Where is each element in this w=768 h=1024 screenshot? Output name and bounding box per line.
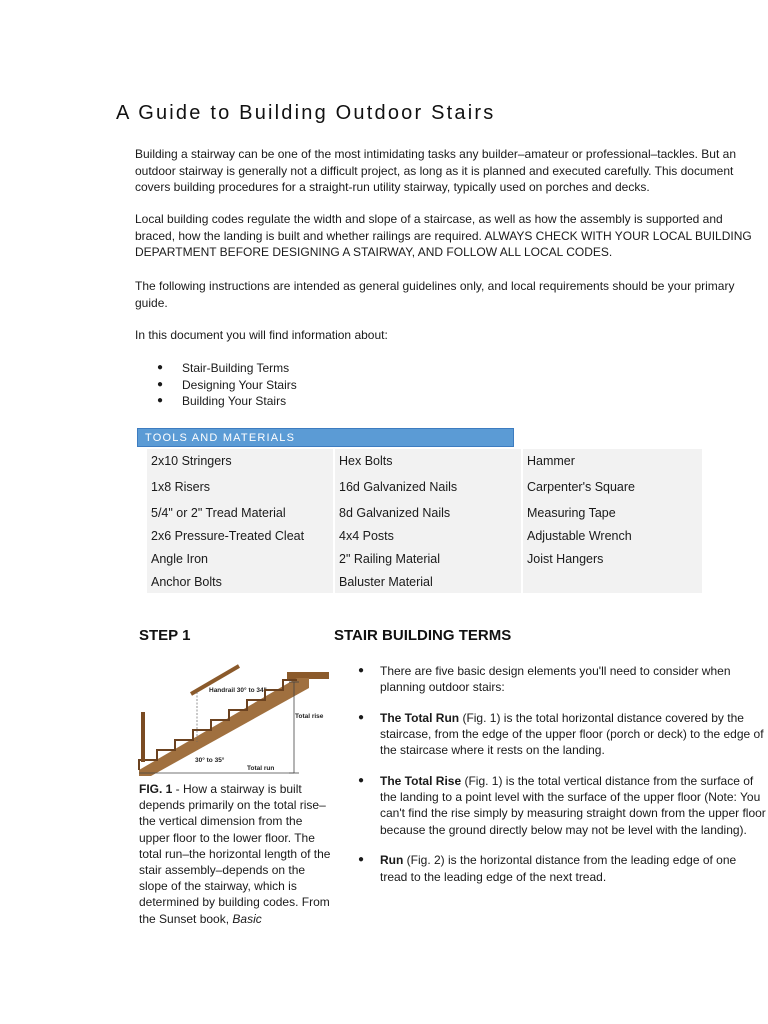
table-cell: Angle Iron	[147, 547, 333, 570]
tools-table	[145, 449, 704, 593]
table-row	[147, 524, 702, 547]
angle-label: 30° to 35°	[195, 757, 225, 764]
lower-post	[141, 712, 145, 762]
step-label: STEP 1	[139, 627, 191, 644]
table-cell: 5/4" or 2" Tread Material	[147, 501, 333, 524]
topics-list	[150, 360, 297, 410]
intro-paragraph-4: In this document you will find information about:	[135, 328, 388, 342]
table-row	[147, 472, 702, 501]
table-row	[147, 570, 702, 593]
list-item: ● The Total Rise (Fig. 1) is the total vertical distance from the surface of the landing to a point level with the surface of the upper floor (Note: You can't find the rise simply by measuring straight down from the upper floor because the ground directly below may not be level with the landing).	[358, 774, 766, 837]
terms-list	[358, 663, 766, 899]
list-item: ● There are five basic design elements you'll need to consider when planning outdoor stairs:	[358, 664, 731, 695]
table-cell: 2x6 Pressure-Treated Cleat	[147, 524, 333, 547]
list-item: ● Building Your Stairs	[157, 394, 287, 409]
table-cell: Anchor Bolts	[147, 570, 333, 593]
total-rise-label: Total rise	[295, 713, 324, 720]
bullet-icon: ●	[157, 362, 164, 373]
total-run-label: Total run	[247, 765, 275, 772]
intro-paragraph-2: Local building codes regulate the width and slope of a staircase, as well as how the assembly is supported and braced, how the landing is built and whether railings are required. ALWAYS CHECK WITH YOUR LOCAL BUILDING DEPARTMENT BEFORE DESIGNING A STAIRWAY, AND FOLLOW ALL LOCAL CODES.	[135, 212, 752, 259]
table-cell: Joist Hangers	[523, 547, 702, 570]
table-row	[147, 501, 702, 524]
term-total-run: The Total Run	[380, 710, 460, 725]
table-cell: Hammer	[523, 449, 702, 472]
intro-paragraph-1: Building a stairway can be one of the most intimidating tasks any builder–amateur or professional–tackles. But an outdoor stairway is generally not a difficult project, as long as it is planned and executed carefully. This document covers building procedures for a straight-run utility stairway, typically used on porches and decks.	[135, 147, 736, 194]
table-cell: 1x8 Risers	[147, 472, 333, 501]
table-cell: Adjustable Wrench	[523, 524, 702, 547]
table-cell: Hex Bolts	[335, 449, 521, 472]
list-item: ● Designing Your Stairs	[157, 377, 297, 392]
table-cell: 2" Railing Material	[335, 547, 521, 570]
list-item: ● Run (Fig. 2) is the horizontal distance from the leading edge of one tread to the leading edge of the next tread.	[358, 853, 737, 884]
term-run: Run	[380, 853, 404, 868]
bullet-icon: ●	[157, 395, 164, 407]
bullet-icon: ●	[157, 378, 164, 390]
table-cell: Measuring Tape	[523, 501, 702, 524]
table-cell: Carpenter's Square	[523, 472, 702, 501]
figure-caption-label: FIG. 1	[139, 782, 173, 796]
section-heading: STAIR BUILDING TERMS	[334, 627, 512, 644]
table-cell: 2x10 Stringers	[147, 449, 333, 472]
handrail-label: Handrail 30° to 34"	[209, 687, 267, 694]
figure-caption-italic: Basic	[232, 911, 262, 926]
upper-floor	[287, 672, 329, 679]
list-item: ● The Total Run (Fig. 1) is the total horizontal distance covered by the staircase, from the edge of the upper floor (porch or deck) to the edge of the staircase where it rests on the landing.	[358, 710, 764, 758]
table-row	[147, 449, 702, 472]
table-cell	[523, 570, 702, 593]
figure-caption	[139, 781, 335, 927]
table-row	[147, 547, 702, 570]
bullet-icon: ●	[358, 854, 365, 866]
table-cell: Baluster Material	[335, 570, 521, 593]
bullet-icon: ●	[358, 665, 365, 676]
term-total-rise: The Total Rise	[380, 774, 462, 789]
list-item: ● Stair-Building Terms	[157, 361, 290, 375]
table-cell: 8d Galvanized Nails	[335, 501, 521, 524]
table-cell: 4x4 Posts	[335, 524, 521, 547]
bullet-icon: ●	[358, 775, 365, 787]
stairway-diagram	[137, 658, 329, 776]
page-title: A Guide to Building Outdoor Stairs	[116, 102, 496, 124]
tools-table-header: TOOLS AND MATERIALS	[137, 428, 514, 447]
figure-caption-text: - How a stairway is built depends primarily on the total rise–the vertical dimension from the upper floor to the lower floor. The total run–the horizontal length of the stair assembly–depends on the slope of the stairway, which is determined by building codes. From the Sunset book,	[139, 782, 331, 926]
intro-paragraph-3: The following instructions are intended as general guidelines only, and local requirements should be your primary guide.	[135, 279, 735, 310]
table-cell: 16d Galvanized Nails	[335, 472, 521, 501]
bullet-icon: ●	[358, 711, 365, 723]
